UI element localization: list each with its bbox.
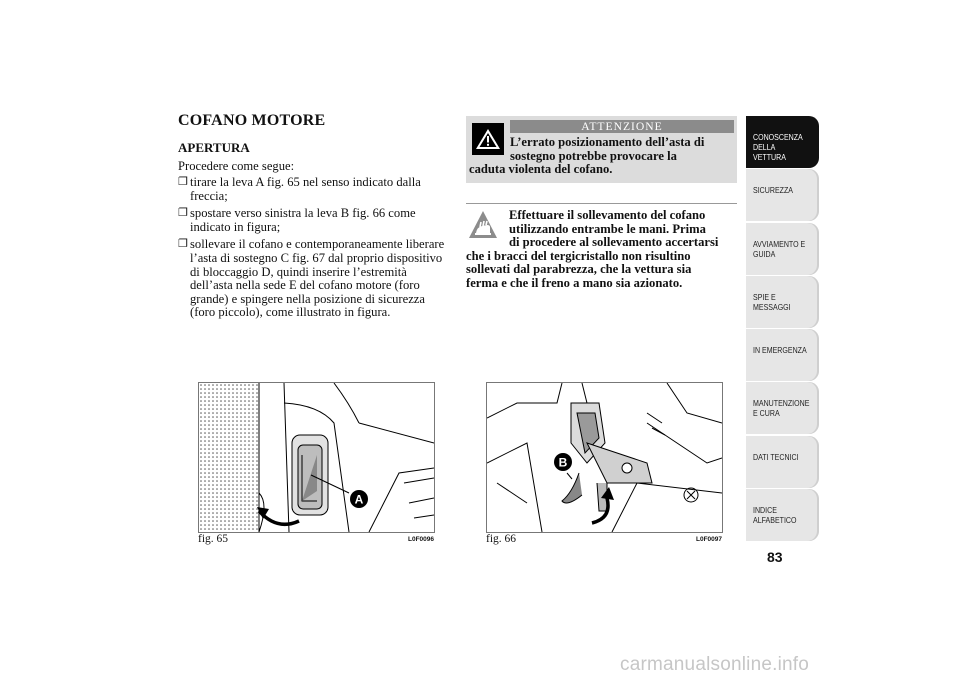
list-item: ❐ tirare la leva A fig. 65 nel senso indicato dalla freccia; [178, 175, 421, 203]
checkbox-bullet-icon: ❐ [178, 207, 188, 220]
figure-66-caption: fig. 66 [486, 533, 517, 545]
tab-sicurezza[interactable]: SICUREZZA [746, 169, 819, 221]
tab-in-emergenza[interactable]: IN EMERGENZA [746, 329, 819, 381]
list-item: ❐ sollevare il cofano e contemporaneamente liberare l’asta di sostegno C fig. 67 dal proprio dispositivo di bloccaggio D, quindi inserire l’estremità dell’asta nella sede E del cofano motore (foro grande) e spingere nella posizione di sicurezza (foro piccolo), come illustrato in figura. [178, 237, 445, 320]
watermark: carmanualsonline.info [620, 654, 810, 675]
figure-65-code: L0F0096 [408, 536, 435, 543]
intro-text: Procedere come segue: [178, 159, 295, 173]
warning-text: L’errato posizionamento dell’asta di sostegno potrebbe provocare la caduta violenta del cofano. [469, 135, 705, 177]
tab-conoscenza-della-vettura[interactable]: CONOSCENZA DELLA VETTURA [746, 116, 819, 168]
list-item: ❐ spostare verso sinistra la leva B fig. 66 come indicato in figura; [178, 206, 416, 234]
page-number: 83 [767, 549, 783, 565]
note-divider [466, 203, 737, 204]
figure-65-illustration [198, 382, 435, 533]
checkbox-bullet-icon: ❐ [178, 176, 188, 188]
checkbox-bullet-icon: ❐ [178, 238, 188, 251]
figure-callout-b: B [558, 455, 568, 470]
tab-spie-e-messaggi[interactable]: SPIE E MESSAGGI [746, 276, 819, 328]
figure-66-code: L0F0097 [696, 536, 723, 543]
figure-65-caption: fig. 65 [198, 533, 229, 545]
steps-list [178, 176, 448, 320]
text-column-left [178, 112, 448, 324]
figure-callout-a: A [354, 492, 364, 507]
tab-indice-alfabetico[interactable]: INDICE ALFABETICO [746, 489, 819, 541]
section-index-tabs [746, 116, 819, 542]
tab-avviamento-e-guida[interactable]: AVVIAMENTO E GUIDA [746, 223, 819, 275]
figure-66-illustration [486, 382, 723, 533]
warning-heading: ATTENZIONE [510, 120, 734, 133]
warning-box [466, 116, 737, 183]
section-subtitle: APERTURA [178, 140, 250, 155]
note-text: Effettuare il sollevamento del cofano utilizzando entrambe le mani. Prima di procedere al sollevamento accertarsi che i bracci del tergicristallo non risultino sollevati dal parabrezza, che la vettura sia ferma e che il freno a mano sia azionato. [466, 208, 719, 290]
tab-dati-tecnici[interactable]: DATI TECNICI [746, 436, 819, 488]
tab-manutenzione-e-cura[interactable]: MANUTENZIONE E CURA [746, 382, 819, 434]
section-title: COFANO MOTORE [178, 112, 326, 129]
